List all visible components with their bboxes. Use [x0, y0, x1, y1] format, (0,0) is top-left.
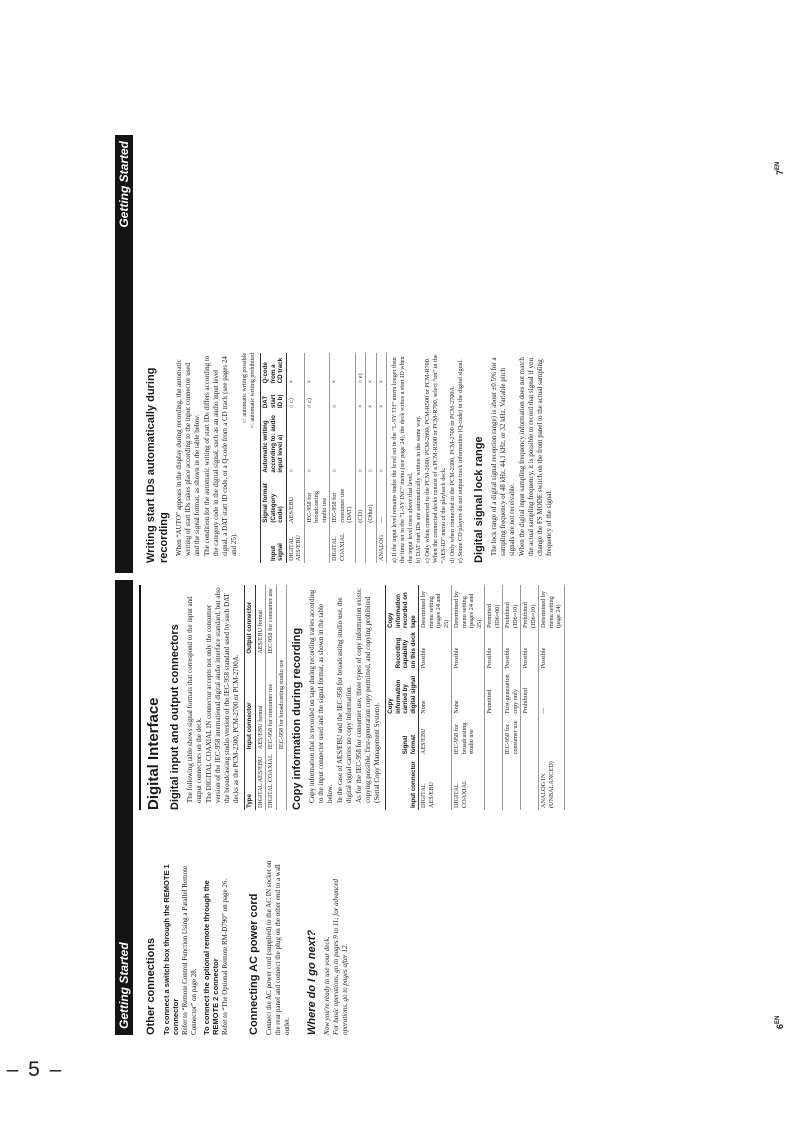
table-cell: DIGITAL AES/EBU	[419, 756, 452, 810]
table-cell: Determined by menu setting (pages 24 and 25)	[452, 585, 485, 630]
table-cell: ×	[330, 353, 356, 385]
table-cell: Determined by menu setting (page 24)	[539, 585, 565, 630]
table-cell: IEC-958 for broadcasting studio use	[276, 656, 287, 751]
footnote: d) Only when connected to the PCM-2300, PCM-2700 or PCM-2700A.	[448, 385, 456, 563]
table-header-row	[261, 353, 287, 563]
table-cell: Possible	[485, 630, 503, 670]
table-cell: DIGITAL COAXIAL	[266, 751, 277, 810]
table-cell: ×	[376, 353, 387, 385]
copy-bullet: • Copy information that is recorded on tape during recording varies according to the input connector used and the signal format, as shown in the table below.	[308, 585, 335, 803]
table-row	[304, 353, 330, 563]
table-cell: ×	[286, 353, 304, 385]
start-ids-bullet: • The condition for the automatic writing of start IDs differs according to the category code in the digital signal, such as an audio input level signal, a DAT start ID code, or a Q-code from a CD track (see pages 24 and 25).	[203, 353, 239, 556]
table-cell: —	[376, 475, 387, 525]
digital-interface-title: Digital Interface	[139, 585, 163, 810]
folio-right-sup: EN	[775, 161, 781, 170]
remote2-heading: To connect the optional remote through the REMOTE 2 connector	[202, 880, 220, 1035]
table-header: Input signal	[261, 525, 287, 563]
copy-info-title: Copy information during recording	[291, 627, 303, 810]
folio-left-sup: EN	[775, 1015, 781, 1024]
table-cell: ×	[366, 353, 377, 385]
table-cell: AES/EBU format	[255, 656, 266, 751]
lock-range-bullet: • When the digital input sampling frequency information does not match the actual sampling frequency, it is possible to record that signal if you change the FS MODE switch on the front panel to the actual sampling frequency of the signal.	[518, 353, 554, 556]
table-header: Input connector	[245, 656, 256, 751]
table-cell: IEC-958 for consumer use	[266, 656, 277, 751]
column-1	[145, 855, 353, 1035]
table-cell	[539, 716, 565, 757]
table-cell	[304, 525, 330, 563]
copy-table	[385, 585, 565, 810]
io-bullet: • The DIGITAL COAXIAL IN connector accepts not only the consumer version of the IEC-958 international digital audio interface standard, but also the broadcasting studio version of the IEC-958 standard used by such DAT decks as the PCM-2300, PCM-2700 or PCM-2700A.	[205, 585, 241, 803]
table-cell: IEC-958 for consumer use	[503, 716, 521, 757]
table-cell	[521, 756, 539, 810]
ac-cord-text: Connect the AC power cord (supplied) to the AC IN socket on the rear panel and connect the plug on the other end to a wall outlet.	[265, 860, 291, 1035]
folio-left	[775, 1016, 785, 1029]
table-cell: Determined by menu setting (pages 24 and 25)	[419, 585, 452, 630]
table-cell	[485, 716, 503, 757]
table-cell: None	[419, 670, 452, 715]
io-table	[244, 585, 287, 810]
footnotes	[391, 353, 465, 563]
where-next-line2: For basic operations, go to pages 9 to 11; for advanced operations, go to pages after 12.	[332, 879, 349, 1035]
table-cell: IEC-958 for consumer use (DAT)	[330, 475, 356, 525]
table-cell: DIGITAL AES/EBU	[255, 751, 266, 810]
table-cell: ○	[355, 410, 366, 474]
io-bullet: • The following table shows signal formats that correspond to the input and output connectors on the deck.	[186, 585, 204, 803]
table-row	[355, 353, 366, 563]
table-header: Signal format (Category code)	[261, 475, 287, 525]
table-header-row	[245, 585, 256, 810]
table-cell	[503, 756, 521, 810]
table-cell	[276, 751, 287, 810]
table-cell	[521, 716, 539, 757]
table-header: Input connector	[386, 756, 419, 810]
column-2	[139, 585, 569, 810]
remote1-heading: To connect a switch box through the REMOTE 1 connector	[162, 864, 180, 1035]
lock-range-bullet: • The lock range of a digital signal reception range) is about ±0.5% for a sampling frequency of 48 kHz, 44.1 kHz, or 32 kHz. Variable pitch signals are not receivable.	[490, 353, 517, 556]
table-header: Type	[245, 751, 256, 810]
table-row	[366, 353, 377, 563]
table-header: Output connector	[245, 585, 256, 656]
table-cell: ○ c)	[286, 385, 304, 410]
table-row	[286, 353, 304, 563]
copy-bullet: • As for the IEC-958 for consumer use, three types of copy information exists: copying possible, first-generation copy permitted, and copying prohibited (Serial Copy Management System).	[355, 585, 382, 803]
remote1-text: Refer to “Remote Control Function Using a Parallel Remote Connector” on page 28.	[181, 865, 198, 1035]
table-cell: —	[539, 670, 565, 715]
table-cell: AES/EBU	[286, 475, 304, 525]
io-title: Digital input and output connectors	[169, 624, 181, 810]
table-cell: ○	[376, 410, 387, 474]
start-ids-table	[260, 353, 387, 563]
table-cell: ○ c)	[304, 385, 330, 410]
io-bullets	[186, 585, 241, 810]
table-cell: ○	[366, 410, 377, 474]
table-cell: Possible	[452, 630, 485, 670]
table-header: Signal format	[386, 716, 419, 757]
table-cell: ○ e)	[355, 353, 366, 385]
table-cell: ×	[366, 385, 377, 410]
table-cell: AES/EBU format	[255, 585, 266, 656]
table-cell: DIGITAL AES/EBU	[286, 525, 304, 563]
table-cell: ○	[304, 410, 330, 474]
table-cell	[366, 525, 377, 563]
header-bar-right: Getting Started	[115, 135, 133, 573]
table-cell: ×	[304, 353, 330, 385]
lock-range-bullets	[490, 353, 554, 563]
table-cell: ×	[376, 385, 387, 410]
table-cell: Prohibited (ID6=10)	[503, 585, 521, 630]
table-row	[503, 585, 521, 810]
table-cell: (CD)	[355, 475, 366, 525]
where-next-title: Where do I go next?	[306, 929, 318, 1035]
folio-right-number: 7	[775, 169, 785, 175]
ac-cord-title: Connecting AC power cord	[248, 893, 260, 1035]
table-cell: First-generation copy only	[503, 670, 521, 715]
header-bar-left: Getting Started	[115, 580, 133, 1035]
table-cell: DIGITAL COAXIAL	[330, 525, 356, 563]
table-row	[485, 585, 503, 810]
table-cell: Permitted	[485, 670, 503, 715]
table-row	[330, 353, 356, 563]
copy-bullets	[308, 585, 382, 810]
column-3	[145, 353, 557, 563]
copy-bullet: • In the case of AES/EBU and the IEC-958 for broadcasting studio use, the digital signal carries no copy information.	[336, 585, 354, 803]
table-header: Copy information recorded on tape	[386, 585, 419, 630]
start-ids-bullet: • When “AUTO” appears in the display during recording, the automatic writing of start IDs takes place according to the input connector used and the signal format, as shown in the table below.	[175, 353, 202, 556]
table-cell: IEC-958 for broadcasting studio use	[304, 475, 330, 525]
start-ids-title: Writing start IDs automatically during recording	[145, 367, 170, 563]
footnote: b) DAT start IDs are automatically written in the same way.	[415, 415, 423, 563]
footnote: e) Some CD players do not output track information (Q-code) in the digital signal.	[457, 359, 465, 563]
legend	[242, 353, 257, 563]
table-row	[276, 585, 287, 810]
table-cell: Possible	[539, 630, 565, 670]
table-header: DAT start ID b)	[261, 385, 287, 410]
legend-prohibited: ×: automatic writing prohibited	[249, 353, 256, 429]
table-cell: Possible	[419, 630, 452, 670]
page-number: – 5 –	[6, 1058, 64, 1081]
folio-left-number: 6	[775, 1023, 785, 1029]
table-cell: None	[452, 670, 485, 715]
table-header-row	[386, 585, 419, 810]
table-cell: Permitted (ID6=00)	[485, 585, 503, 630]
table-cell: Prohibited (ID6=10)	[521, 585, 539, 630]
where-next-line1: Now you're ready to use your deck.	[323, 936, 331, 1035]
table-cell: ○	[330, 410, 356, 474]
table-cell: ×	[355, 385, 366, 410]
table-row	[255, 585, 266, 810]
table-cell: ANALOG	[376, 525, 387, 563]
other-connections-title: Other connections	[145, 937, 157, 1035]
table-row	[521, 585, 539, 810]
table-cell	[485, 756, 503, 810]
table-cell: IEC-958 for consumer use	[266, 585, 277, 656]
table-cell: (Other)	[366, 475, 377, 525]
lock-range-title: Digital signal lock range	[473, 436, 486, 563]
table-cell: Possible	[521, 630, 539, 670]
table-cell	[276, 585, 287, 656]
remote2-text: Refer to “The Optional Remote RM-D790” on page 26.	[221, 878, 229, 1035]
table-cell: ANALOG IN (UNBALANCED)	[539, 756, 565, 810]
table-row	[452, 585, 485, 810]
table-cell: IEC-958 for broadcasting studio use	[452, 716, 485, 757]
table-row	[419, 585, 452, 810]
table-header: Automatic writing according to: audio input level a)	[261, 410, 287, 474]
table-header: Copy information carried by digital signal	[386, 670, 419, 715]
table-row	[539, 585, 565, 810]
table-row	[266, 585, 277, 810]
table-row	[376, 353, 387, 563]
footnote: c) Only when connected to the PCM-2600, PCM-2800, PCM-R500 or PCM-R700. When the connected decks consist of a PCM-R500 or PCM-R700, select “on” in the “AES-ID” menu of the playback deck.	[424, 354, 447, 563]
table-cell: Possible	[503, 630, 521, 670]
table-cell: Prohibited	[521, 670, 539, 715]
table-cell: DIGITAL COAXIAL	[452, 756, 485, 810]
folio-right	[775, 162, 785, 175]
table-cell	[355, 525, 366, 563]
rotated-spread	[115, 135, 793, 1035]
table-header: Recording capability on this deck	[386, 630, 419, 670]
table-header: Q-code from a CD track	[261, 353, 287, 385]
start-ids-bullets	[175, 353, 239, 563]
table-cell: ○	[286, 410, 304, 474]
footnote: a) If the input level remains under the level set in the “L-SY TH” menu longer than the time set in the “L-SY INC” menu (see page 24), the deck writes a start ID when the input level rises above that level.	[391, 356, 414, 563]
table-cell: AES/EBU	[419, 716, 452, 757]
table-cell: ○	[330, 385, 356, 410]
legend-possible: ○: automatic writing possible	[242, 353, 248, 424]
